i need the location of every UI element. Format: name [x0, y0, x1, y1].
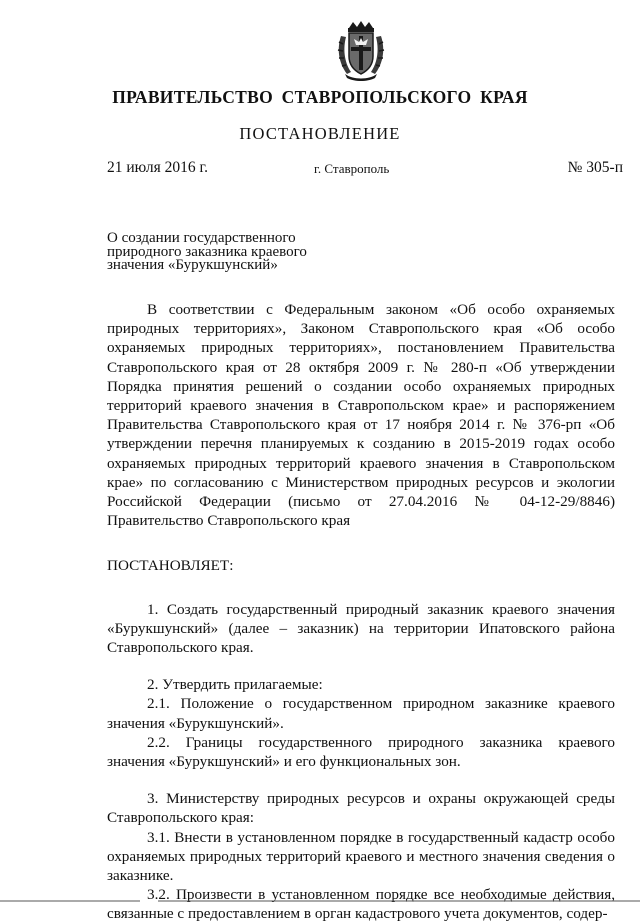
- item-2: 2. Утвердить прилагаемые:: [147, 676, 323, 694]
- item-3: 3. Министерству природных ресурсов и охраны окружающей среды Ставропольского края:: [107, 790, 615, 827]
- document-number: № 305-п: [567, 159, 623, 176]
- item-3-1: 3.1. Внести в установленном порядке в государственный кадастр особо охраняемых природных территорий краевого и местного значения сведения о заказнике.: [107, 828, 615, 885]
- subject-line: природного заказника краевого: [107, 243, 307, 260]
- subject-line: значения «Бурукшунский»: [107, 257, 278, 273]
- preamble-paragraph: В соответствии с Федеральным законом «Об особо охраняемых природных территориях», Законом Ставропольского края «Об особо охраняемых природных территориях», постановлением Правительства Ставропольского края от 28 октября 2009 г. № 280-п «Об утверждении Порядка принятия решений о создании особо охраняемых природных территорий краевого значения в Ставропольском крае» и распоряжением Правительства Ставропольского края от 17 ноября 2014 г. № 376-рп «Об утверждении перечня планируемых к созданию в 2015-2019 годах особо охраняемых природных территорий краевого значения в Ставропольском крае» по согласованию с Министерством природных ресурсов и экологии Российской Федерации (письмо от 27.04.2016 № 04-12-29/8846) Правительство Ставропольского края: [107, 301, 615, 530]
- item-2-1: 2.1. Положение о государственном природном заказнике краевого значения «Бурукшунский».: [107, 695, 615, 732]
- document-date: 21 июля 2016 г.: [107, 159, 208, 176]
- government-title: ПРАВИТЕЛЬСТВО СТАВРОПОЛЬСКОГО КРАЯ: [112, 87, 528, 107]
- item-1: 1. Создать государственный природный заказник краевого значения «Бурукшунский» (далее – заказник) на территории Ипатовского района Ставропольского края.: [107, 600, 615, 657]
- document-city: г. Ставрополь: [314, 161, 390, 176]
- document-type: ПОСТАНОВЛЕНИЕ: [239, 124, 401, 143]
- document-body: [107, 300, 615, 924]
- subject-line: О создании государственного: [107, 230, 296, 246]
- document-subject: [107, 232, 347, 273]
- page-bottom-rule: [0, 896, 640, 905]
- coat-of-arms-icon: [335, 20, 387, 82]
- resolves-heading: ПОСТАНОВЛЯЕТ:: [107, 557, 234, 575]
- item-2-2: 2.2. Границы государственного природного заказника краевого значения «Бурукшунский» и его функциональных зон.: [107, 733, 615, 771]
- item-3-2: 3.2. Произвести в установленном порядке все необходимые действия, связанные с предоставлением в орган кадастрового учета документов, содер-: [107, 886, 615, 923]
